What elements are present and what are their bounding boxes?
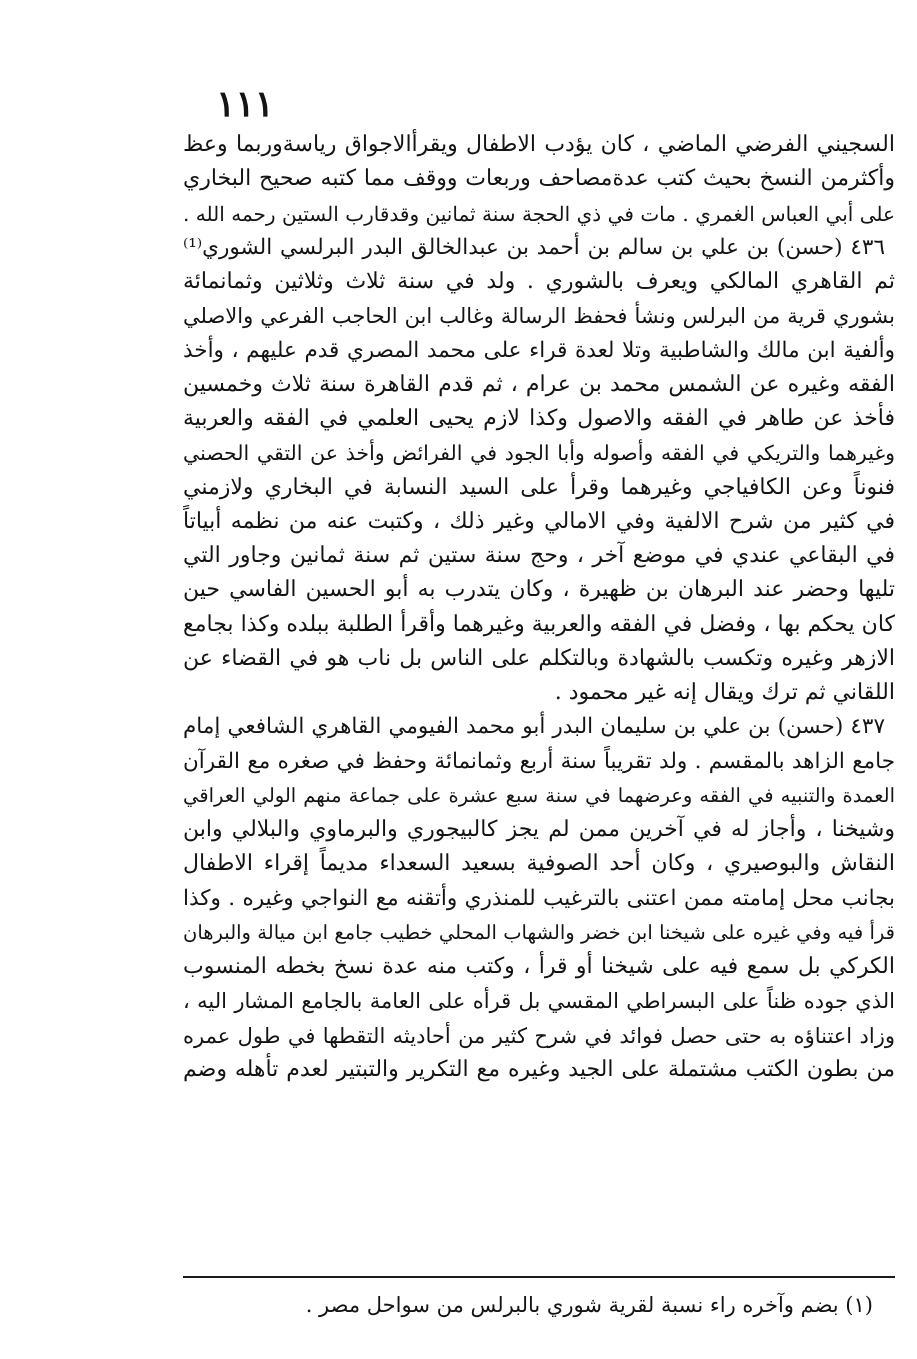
text-line: الفقه وغيره عن الشمس محمد بن عرام ، ثم قدم القاهرة سنة ثلاث وخمسين — [183, 371, 895, 397]
text-line: وزاد اعتناؤه به حتى حصل فوائد في شرح كثير من أحاديثه التقطها في طول عمره — [183, 1023, 895, 1048]
main-text — [183, 128, 895, 1087]
entry-heading-437: ٤٣٧ (حسن) بن علي بن سليمان البدر أبو محمد الفيومي القاهري الشافعي إمام — [183, 714, 885, 740]
text-line: بجانب محل إمامته ممن اعتنى بالترغيب للمنذري وأتقنه مع النواجي وغيره . وكذا — [183, 885, 895, 911]
text-line: قرأ فيه وفي غيره على شيخنا ابن خضر والشهاب المحلي خطيب جامع ابن ميالة والبرهان — [183, 920, 895, 944]
text-line: وشيخنا ، وأجاز له في آخرين ممن لم يجز كالبيجوري والبرماوي والبلالي وابن — [183, 817, 895, 842]
page-number: ١١١ — [215, 83, 274, 125]
text-line: الازهر وغيره وتكسب بالشهادة وبالتكلم على الناس بل ناب هو في القضاء عن — [183, 645, 895, 671]
text-line: الذي جوده ظناً على البسراطي المقسي بل قرأه على العامة بالجامع المشار اليه ، — [183, 989, 895, 1014]
text-line: بشوري قرية من البرلس ونشأ فحفظ الرسالة وغالب ابن الحاجب الفرعي والاصلي — [183, 304, 895, 329]
text-line: في البقاعي عندي في موضع آخر ، وحج سنة ستين ثم سنة ثمانين وجاور التي — [183, 543, 895, 568]
text-line: ثم القاهري المالكي ويعرف بالشوري . ولد في سنة ثلاث وثلاثين وثمانمائة — [183, 269, 895, 294]
text-line: تليها وحضر عند البرهان بن ظهيرة ، وكان يتدرب به أبو الحسين الفاسي حين — [183, 577, 895, 603]
text-line: من بطون الكتب مشتملة على الجيد وغيره مع التكرير والتبتير لعدم تأهله وضم — [183, 1056, 895, 1082]
text-line: وألفية ابن مالك والشاطبية وتلا لعدة قراء على محمد المصري قدم عليهم ، وأخذ — [183, 337, 895, 363]
text-line: في كثير من شرح الالفية وفي الامالي وغير ذلك ، وكتبت عنه من نظمه أبياتاً — [183, 508, 895, 534]
text-line: وغيرهما والتريكي في الفقه وأصوله وأبا الجود في الفرائض وأخذ عن التقي الحصني — [183, 441, 895, 466]
entry-heading-436: ٤٣٦ (حسن) بن علي بن سالم بن أحمد بن عبدالخالق البدر البرلسي الشوري⁽¹⁾ — [183, 234, 885, 260]
footnote: (١) بضم وآخره راء نسبة لقرية شوري بالبرلس من سواحل مصر . — [305, 1293, 873, 1317]
text-line: كان يحكم بها ، وفضل في الفقه والعربية وغيرهما وأقرأ الطلبة ببلده وكذا بجامع — [183, 611, 895, 637]
text-line: على أبي العباس الغمري . مات في ذي الحجة سنة ثمانين وقدقارب الستين رحمه الله . — [183, 201, 895, 226]
text-line: السجيني الفرضي الماضي ، كان يؤدب الاطفال ويقرأالاجواق رياسةوربما وعظ — [183, 132, 895, 157]
footnote-divider — [183, 1276, 895, 1278]
text-line: الكركي بل سمع فيه على شيخنا أو قرأ ، وكتب منه عدة نسخ بخطه المنسوب — [183, 954, 895, 979]
text-line: النقاش والبوصيري ، وكان أحد الصوفية بسعيد السعداء مديماً إقراء الاطفال — [183, 851, 895, 877]
text-line: فأخذ عن طاهر في الفقه والاصول وكذا لازم يحيى العلمي في الفقه والعربية — [183, 406, 895, 431]
text-line: اللقاني ثم ترك ويقال إنه غير محمود . — [554, 680, 895, 705]
text-line: العمدة والتنبيه في الفقه وعرضهما في سنة سبع عشرة على جماعة منهم الولي العراقي — [183, 783, 895, 807]
text-line: جامع الزاهد بالمقسم . ولد تقريباً سنة أربع وثمانمائة وحفظ في صغره مع القرآن — [183, 748, 895, 774]
text-line: فنوناً وعن الكافياجي وغيرهما وقرأ على السيد النسابة في البخاري ولازمني — [183, 474, 895, 500]
text-line: وأكثرمن النسخ بحيث كتب عدةمصاحف وربعات ووقف مما كتبه صحيح البخاري — [183, 166, 895, 192]
